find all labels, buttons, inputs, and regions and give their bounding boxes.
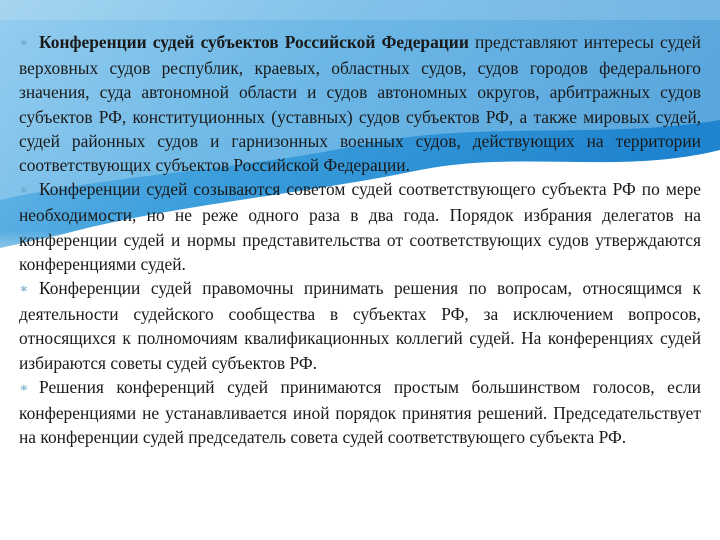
bullet-icon: ∗ <box>19 36 29 51</box>
paragraph-conferences-decisions <box>19 375 701 450</box>
paragraph-text: Решения конференций судей принимаются простым большинством голосов, если конференциями не устанавливается иной порядок принятия решений. Председательствует на конференции судей председатель совета судей соответствующего субъекта РФ. <box>19 376 701 448</box>
bullet-icon: ∗ <box>19 282 29 298</box>
paragraph-conferences-convened <box>19 177 701 276</box>
bullet-icon: ∗ <box>19 380 29 396</box>
bullet-icon: ∗ <box>19 183 29 199</box>
paragraph-text: представляют интересы судей верховных судов республик, краевых, областных судов, судов городов федерального значения, суда автономной области и судов автономных округов, арбитражных судов субъектов РФ, конституционных (уставных) судов субъектов РФ, а также мировых судей, судей районных судов и гарнизонных военных судов, действующих на территории соответствующих субъектов Российской Федерации. <box>19 32 701 176</box>
paragraph-conferences-represent <box>19 30 701 177</box>
paragraph-lead-bold: Конференции судей субъектов Российской Федерации <box>39 32 469 52</box>
paragraph-text: Конференции судей созываются советом судей соответствующего субъекта РФ по мере необходимости, но не реже одного раза в два года. Порядок избрания делегатов на конференции судей и нормы представительства от соответствующих судов утверждаются конференциями судей. <box>19 179 701 274</box>
paragraph-conferences-competence <box>19 276 701 375</box>
paragraph-text: Конференции судей правомочны принимать решения по вопросам, относящимся к деятельности судейского сообщества в субъектах РФ, за исключением вопросов, относящихся к полномочиям квалификационных коллегий судей. На конференциях судей избираются советы судей субъектов РФ. <box>19 278 701 373</box>
slide-text-block <box>19 30 701 449</box>
